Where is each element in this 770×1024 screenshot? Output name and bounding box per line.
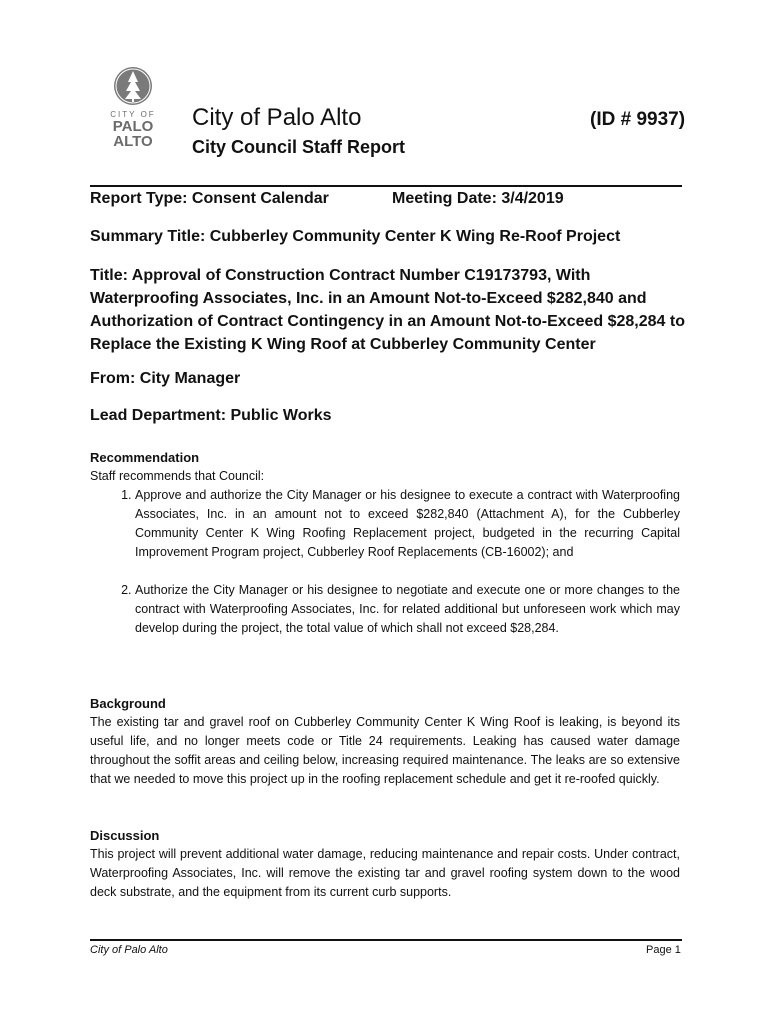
report-title: Title: Approval of Construction Contract Number C19173793, With Waterproofing Associates, Inc. in an Amount Not-to-Exceed $282,840 and Authorization of Contract Contingency in an Amount Not-to-Exceed $28,284 to Replace the Existing K Wing Roof at Cubberley Community Center (90, 267, 685, 353)
summary-title: Summary Title: Cubberley Community Center K Wing Re-Roof Project (90, 228, 621, 245)
logo-palo: PALO (112, 118, 154, 135)
logo-city-of: CITY OF (110, 110, 156, 119)
logo-alto: ALTO (113, 133, 153, 150)
lead-department: Lead Department: Public Works (90, 407, 332, 424)
discussion-heading: Discussion (90, 828, 160, 843)
discussion-section (90, 826, 680, 902)
recommendation-item: 2. Authorize the City Manager or his designee to negotiate and execute one or more changes to the contract with Waterproofing Associates, Inc. for related additional but unforeseen work which may develop during the project, the total value of which shall not exceed $28,284. (135, 581, 680, 638)
background-text: The existing tar and gravel roof on Cubberley Community Center K Wing Roof is leaking, is beyond its useful life, and no longer meets code or Title 24 requirements. Leaking has caused water damage throughout the soffit areas and ceiling below, increasing required maintenance. The leaks are so extensive that we needed to move this project up in the roofing replacement schedule and get it re-roofed quickly. (90, 715, 680, 786)
recommendation-intro: Staff recommends that Council: (90, 469, 265, 483)
background-section (90, 694, 680, 789)
background-heading: Background (90, 696, 166, 711)
from-line: From: City Manager (90, 370, 241, 387)
recommendation-list (90, 486, 680, 638)
report-subtitle: City Council Staff Report (192, 137, 406, 157)
page-title: City of Palo Alto (192, 104, 362, 131)
recommendation-item: 1. Approve and authorize the City Manager or his designee to execute a contract with Waterproofing Associates, Inc. in an amount not to exceed $282,840 (Attachment A), for the Cubberley Community Center K Wing Roofing Replacement project, budgeted in the recurring Capital Improvement Program project, Cubberley Roof Replacements (CB-16002); and (135, 486, 680, 562)
report-id: (ID # 9937) (590, 109, 686, 130)
footer-divider (90, 939, 682, 941)
tree-seal-icon (113, 66, 153, 106)
city-logo (104, 66, 162, 149)
header-divider (90, 185, 682, 187)
meeting-date: Meeting Date: 3/4/2019 (392, 190, 564, 207)
recommendation-heading: Recommendation (90, 450, 200, 465)
report-type: Report Type: Consent Calendar (90, 190, 329, 207)
discussion-text: This project will prevent additional water damage, reducing maintenance and repair costs. Under contract, Waterproofing Associates, Inc. will remove the existing tar and gravel roofing system down to the wood deck substrate, and the equipment from its current curb supports. (90, 847, 680, 899)
page-number: Page 1 (646, 944, 681, 956)
footer-city: City of Palo Alto (90, 944, 168, 956)
recommendation-section (90, 448, 680, 638)
